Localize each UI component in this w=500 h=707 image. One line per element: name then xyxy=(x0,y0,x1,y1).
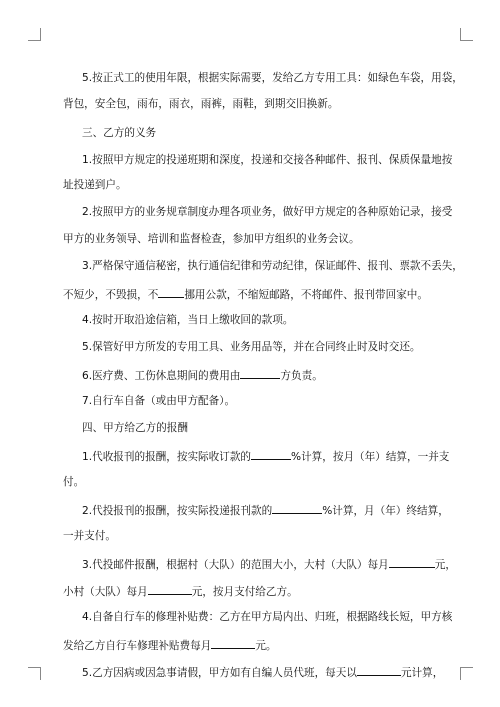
para-line xyxy=(82,502,449,518)
para-line: 3.严格保守通信秘密，执行通信纪律和劳动纪律，保证邮件、报刊、票款不丢失， xyxy=(82,260,463,272)
text-segment: 1.代收报刊的报酬，按实际收订款的 xyxy=(82,451,252,463)
crop-mark-bottom-right xyxy=(460,667,473,680)
text-segment: %计算，按月（年）结算，一并支 xyxy=(291,451,450,463)
section-heading: 四、甲方给乙方的报酬 xyxy=(82,422,188,434)
text-segment: 2.代投报刊的报酬，按实际投递报刊款的 xyxy=(82,505,273,517)
para-line: 5.按正式工的使用年限，根据实际需要，发给乙方专用工具：如绿色车袋，用袋， xyxy=(82,72,463,84)
text-segment: 挪用公款，不缩短邮路，不将邮件、报刊带回家中。 xyxy=(184,289,428,301)
text-segment: %计算，月（年）终结算， xyxy=(322,505,449,517)
para-line: 7.自行车自备（或由甲方配备）。 xyxy=(82,395,236,407)
section-heading: 三、乙方的义务 xyxy=(82,127,157,139)
text-segment: 元。 xyxy=(255,640,277,652)
blank-underline xyxy=(389,556,435,568)
para-line: 甲方的业务领导、培训和监督检查，参加甲方组织的业务会议。 xyxy=(63,233,360,245)
crop-mark-top-left xyxy=(28,28,41,41)
para-line: 5.保管好甲方所发的专用工具、业务用品等，并在合同终止时及时交还。 xyxy=(82,341,421,353)
para-line xyxy=(63,637,277,653)
text-segment: 6.医疗费、工伤休息期间的费用由 xyxy=(82,370,241,382)
para-line xyxy=(63,286,428,302)
para-line: 一并支付。 xyxy=(63,530,116,542)
para-line xyxy=(82,367,323,383)
text-segment: 5.乙方因病或因急事请假，甲方如有自编人员代班，每天以 xyxy=(82,667,357,679)
blank-underline xyxy=(357,664,401,676)
para-line: 4.按时开取沿途信箱，当日上缴收回的款项。 xyxy=(82,314,294,326)
crop-mark-bottom-left xyxy=(28,667,41,680)
para-line: 背包，安全包，雨布，雨衣，雨裤，雨鞋，到期交旧换新。 xyxy=(63,98,339,110)
blank-underline xyxy=(251,448,291,460)
blank-underline xyxy=(211,637,255,649)
crop-mark-top-right xyxy=(460,28,473,41)
blank-underline xyxy=(272,502,322,514)
blank-underline xyxy=(158,286,184,298)
para-line: 1.按照甲方规定的投递班期和深度，投递和交接各种邮件、报刊、保质保量地按 xyxy=(82,154,453,166)
para-line: 付。 xyxy=(63,476,85,488)
para-line: 2.按照甲方的业务规章制度办理各项业务，做好甲方规定的各种原始记录，接受 xyxy=(82,206,453,218)
para-line: 4.自备自行车的修理补贴费：乙方在甲方局内出、归班，根据路线长短，甲方核 xyxy=(82,611,453,623)
text-segment: 元， xyxy=(434,559,456,571)
blank-underline xyxy=(240,367,280,379)
blank-underline xyxy=(148,583,192,595)
text-segment: 发给乙方自行车修理补贴费每月 xyxy=(63,640,212,652)
para-line xyxy=(82,448,449,464)
text-segment: 不短少，不毁损，不 xyxy=(63,289,159,301)
text-segment: 元，按月支付给乙方。 xyxy=(191,586,298,598)
text-segment: 元计算， xyxy=(400,667,444,679)
para-line xyxy=(82,664,443,680)
text-segment: 小村（大队）每月 xyxy=(63,586,148,598)
para-line: 址投递到户。 xyxy=(63,179,127,191)
para-line xyxy=(63,583,298,599)
text-segment: 3.代投邮件报酬，根据村（大队）的范围大小，大村（大队）每月 xyxy=(82,559,389,571)
para-line xyxy=(82,556,456,572)
text-segment: 方负责。 xyxy=(280,370,323,382)
